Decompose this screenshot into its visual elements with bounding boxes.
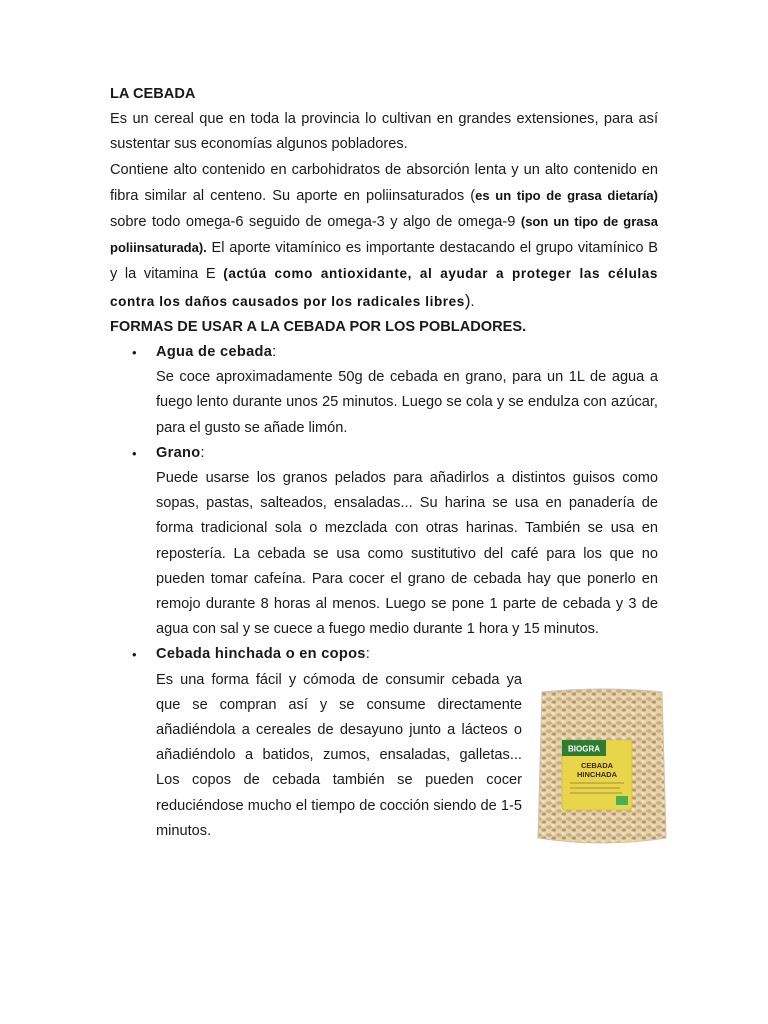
nutrition-paragraph bbox=[110, 158, 658, 315]
eco-badge bbox=[616, 796, 628, 805]
item-body: Puede usarse los granos pelados para añadirlos a distintos guisos como sopas, pastas, salteados, ensaladas... Su harina se usa en panadería de forma tradicional sola o mezclada con otras harinas. También se usa en repostería. La cebada se usa como sustitutivo del café para los que no pueden tomar cafeína. Para cocer el grano de cebada hay que ponerlo en remojo durante 8 horas al menos. Luego se pone 1 parte de cebada y 3 de agua con sal y se cuece a fuego medio durante 1 hora y 15 minutos. bbox=[156, 470, 658, 638]
bullet-icon: • bbox=[132, 647, 137, 663]
section-title: FORMAS DE USAR A LA CEBADA POR LOS POBLADORES. bbox=[110, 318, 527, 335]
item-colon: : bbox=[365, 646, 370, 663]
item-body: Se coce aproximadamente 50g de cebada en grano, para un 1L de agua a fuego lento durante unos 25 minutos. Luego se cola y se endulza con azúcar, para el gusto se añade limón. bbox=[156, 369, 658, 436]
item-body: Es una forma fácil y cómoda de consumir cebada ya que se compran así y se consume directamente añadiéndola a cereales de desayuno junto a lácteos o añadiéndolo a batidos, zumos, ensaladas, galletas... Los copos de cebada también se pueden cocer reduciéndose mucho el tiempo de cocción siendo de 1-5 minutos. bbox=[156, 671, 522, 839]
bullet-icon: • bbox=[132, 345, 137, 361]
item-colon: : bbox=[200, 444, 205, 461]
nutrition-bold-1: es un tipo de grasa dietaría) bbox=[475, 187, 658, 203]
document-title: LA CEBADA bbox=[110, 86, 196, 102]
bag-label-line1: CEBADA bbox=[580, 761, 614, 770]
item-title: Cebada hinchada o en copos bbox=[156, 646, 366, 663]
nutrition-bold-3: (actúa como antioxidante, al ayudar a proteger las células contra los daños causados por los radicales libres bbox=[110, 266, 658, 309]
nutrition-text-1: Contiene alto contenido en carbohidratos de absorción lenta y un alto contenido en fibra similar al centeno. Su aporte en poliinsaturados ( bbox=[110, 161, 658, 204]
bullet-icon: • bbox=[132, 445, 137, 461]
nutrition-bold-2: (son un tipo de grasa poliinsaturada). bbox=[110, 214, 658, 256]
intro-paragraph: Es un cereal que en toda la provincia lo cultivan en grandes extensiones, para así sustentar sus economías algunos pobladores. bbox=[110, 111, 658, 153]
nutrition-end: . bbox=[470, 293, 475, 310]
nutrition-text-3: El aporte vitamínico es importante destacando el grupo vitamínico B y la vitamina E bbox=[110, 240, 658, 283]
item-colon: : bbox=[272, 344, 277, 361]
list-item bbox=[110, 340, 658, 441]
bag-label-line2: HINCHADA bbox=[577, 770, 617, 779]
item-title: Grano bbox=[156, 444, 201, 461]
nutrition-text-2: sobre todo omega-6 seguido de omega-3 y algo de omega-9 bbox=[110, 214, 521, 231]
nutrition-close-paren: ) bbox=[464, 290, 471, 310]
item-title: Agua de cebada bbox=[156, 344, 273, 361]
bag-brand: BIOGRA bbox=[568, 744, 600, 754]
product-image bbox=[536, 688, 668, 846]
list-item bbox=[110, 441, 658, 643]
